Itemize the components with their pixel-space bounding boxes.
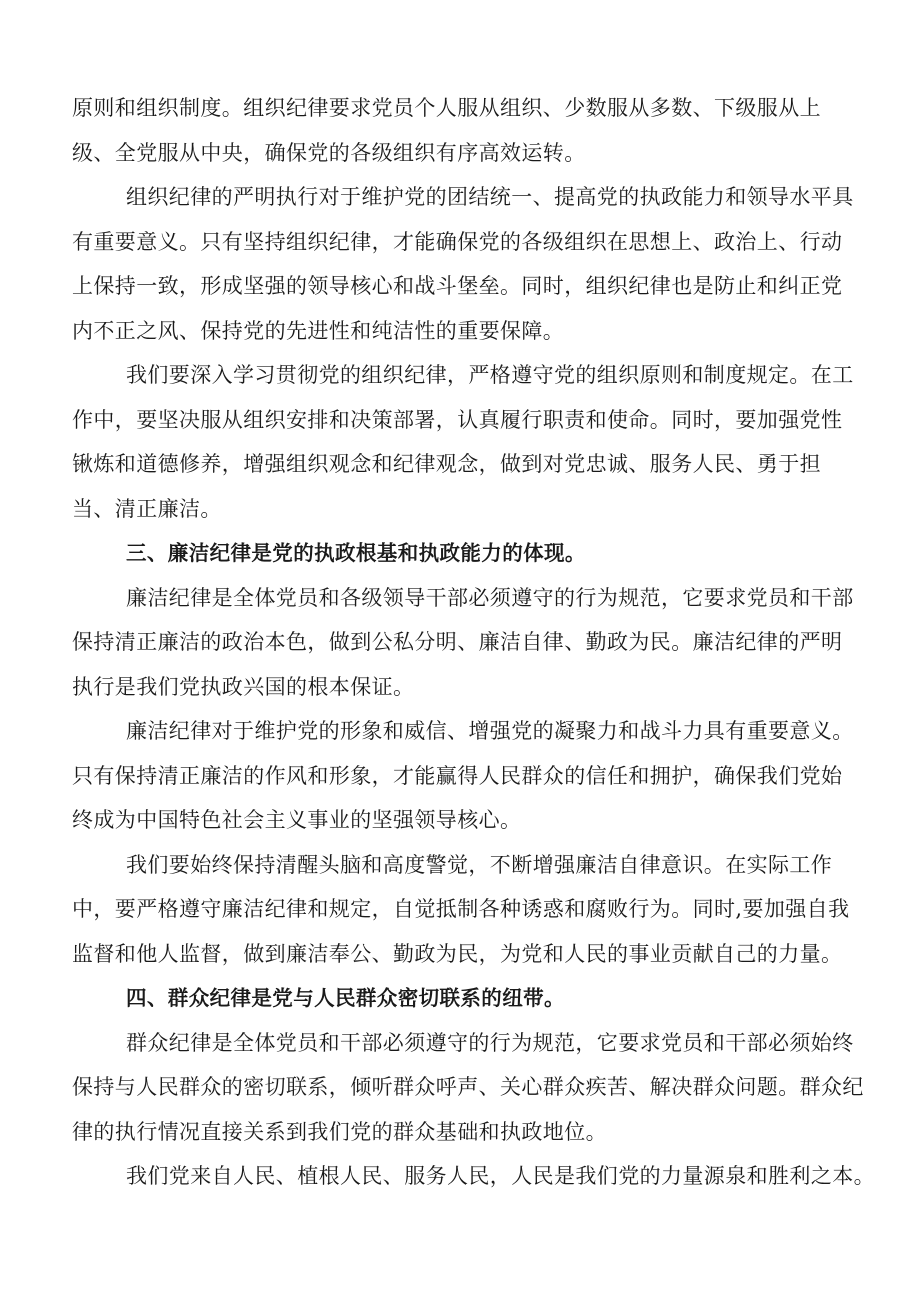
paragraph-line: 原则和组织制度。组织纪律要求党员个人服从组织、少数服从多数、下级服从上 (72, 96, 821, 120)
paragraph-line: 终成为中国特色社会主义事业的坚强领导核心。 (72, 808, 522, 832)
paragraph-line: 作中，要坚决服从组织安排和决策部署，认真履行职责和使命。同时，要加强党性 (72, 407, 843, 432)
paragraph-line: 执行是我们党执政兴国的根本保证。 (72, 674, 415, 699)
document-body (72, 86, 880, 1199)
paragraph-line: 当、清正廉洁。 (72, 496, 222, 521)
paragraph-line: 廉洁纪律对于维护党的形象和威信、增强党的凝聚力和战斗力具有重要意义。 (126, 719, 854, 743)
paragraph-line: 我们党来自人民、植根人民、服务人民，人民是我们党的力量源泉和胜利之本。 (126, 1164, 875, 1188)
paragraph-line: 内不正之风、保持党的先进性和纯洁性的重要保障。 (72, 318, 565, 343)
paragraph-line: 有重要意义。只有坚持组织纪律，才能确保党的各级组织在思想上、政治上、行动 (72, 229, 843, 254)
paragraph-line: 上保持一致，形成坚强的领导核心和战斗堡垒。同时，组织纪律也是防止和纠正党 (72, 274, 843, 298)
paragraph-line: 中，要严格遵守廉洁纪律和规定，自觉抵制各种诱惑和腐败行为。同时,要加强自我 (72, 897, 850, 921)
paragraph-line: 我们要始终保持清醒头脑和高度警觉，不断增强廉洁自律意识。在实际工作 (126, 852, 833, 877)
paragraph-line: 锹炼和道德修养，增强组织观念和纪律观念，做到对党忠诚、服务人民、勇于担 (72, 452, 821, 476)
paragraph-line: 保持与人民群众的密切联系，倾听群众呼声、关心群众疾苦、解决群众问题。群众纪 (72, 1075, 864, 1099)
paragraph-line: 组织纪律的严明执行对于维护党的团结统一、提高党的执政能力和领导水平具 (126, 185, 854, 209)
paragraph-line: 廉洁纪律是全体党员和各级领导干部必须遵守的行为规范，它要求党员和干部 (126, 585, 854, 610)
paragraph-line: 监督和他人监督，做到廉洁奉公、勤政为民，为党和人民的事业贡献自己的力量。 (72, 941, 843, 966)
paragraph-line: 保持清正廉洁的政治本色，做到公私分明、廉洁自律、勤政为民。廉洁纪律的严明 (72, 630, 843, 654)
section-heading: 四、群众纪律是党与人民群众密切联系的纽带。 (126, 986, 565, 1010)
paragraph-line: 群众纪律是全体党员和干部必须遵守的行为规范，它要求党员和干部必须始终 (126, 1030, 854, 1055)
paragraph-line: 我们要深入学习贯彻党的组织纪律，严格遵守党的组织原则和制度规定。在工 (126, 363, 854, 387)
paragraph-line: 级、全党服从中央，确保党的各级组织有序高效运转。 (72, 140, 586, 165)
paragraph-line: 律的执行情况直接关系到我们党的群众基础和执政地位。 (72, 1119, 607, 1144)
paragraph-line: 只有保持清正廉洁的作风和形象，才能赢得人民群众的信任和拥护，确保我们党始 (72, 763, 843, 788)
section-heading: 三、廉洁纪律是党的执政根基和执政能力的体现。 (126, 541, 586, 565)
